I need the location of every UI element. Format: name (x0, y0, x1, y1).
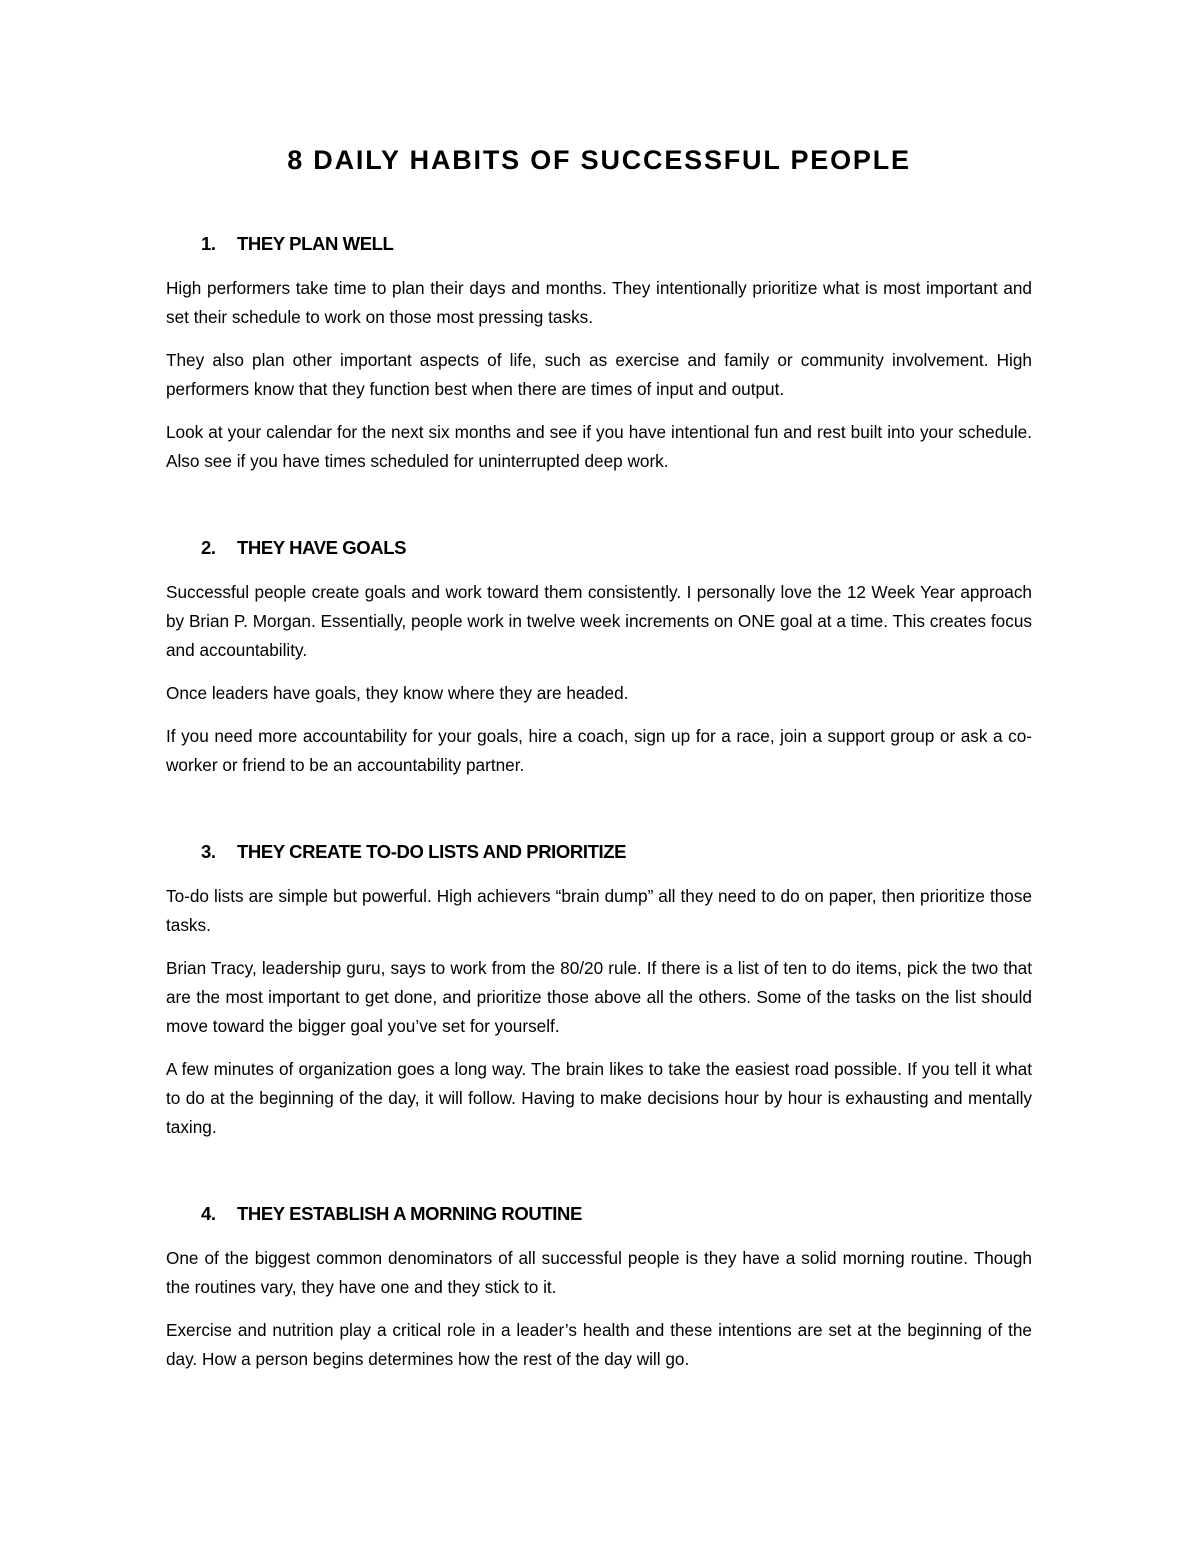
paragraph: They also plan other important aspects of life, such as exercise and family or community involvement. High performers know that they function best when there are times of input and output. (166, 350, 1032, 399)
section-heading-text: THEY ESTABLISH A MORNING ROUTINE (237, 1203, 582, 1224)
section-number: 2. (201, 537, 216, 558)
section-heading-text: THEY PLAN WELL (237, 233, 394, 254)
section-heading (166, 1200, 1032, 1228)
document-title: 8 DAILY HABITS OF SUCCESSFUL PEOPLE (287, 145, 911, 175)
section-number: 3. (201, 841, 216, 862)
paragraph: Exercise and nutrition play a critical role in a leader’s health and these intentions are set at the beginning of the day. How a person begins determines how the rest of the day will go. (166, 1320, 1032, 1369)
section-heading-text: THEY HAVE GOALS (237, 537, 407, 558)
paragraph: One of the biggest common denominators of all successful people is they have a solid morning routine. Though the routines vary, they have one and they stick to it. (166, 1248, 1032, 1297)
section-heading (166, 230, 1032, 258)
section-todo-lists (166, 838, 1032, 1142)
section-heading (166, 534, 1032, 562)
section-morning-routine (166, 1200, 1032, 1374)
section-have-goals (166, 534, 1032, 780)
paragraph: Look at your calendar for the next six months and see if you have intentional fun and rest built into your schedule. Also see if you have times scheduled for uninterrupted deep work. (166, 422, 1032, 471)
section-plan-well (166, 230, 1032, 476)
paragraph: To-do lists are simple but powerful. High achievers “brain dump” all they need to do on paper, then prioritize those tasks. (166, 886, 1032, 935)
document-body (166, 140, 1032, 1374)
paragraph: Successful people create goals and work toward them consistently. I personally love the 12 Week Year approach by Brian P. Morgan. Essentially, people work in twelve week increments on ONE goal at a time. This creates focus and accountability. (166, 582, 1032, 660)
section-number: 4. (201, 1203, 216, 1224)
paragraph: High performers take time to plan their days and months. They intentionally prioritize what is most important and set their schedule to work on those most pressing tasks. (166, 278, 1032, 327)
paragraph: Brian Tracy, leadership guru, says to work from the 80/20 rule. If there is a list of ten to do items, pick the two that are the most important to get done, and prioritize those above all the others. Some of the tasks on the list should move toward the bigger goal you’ve set for yourself. (166, 958, 1032, 1036)
section-number: 1. (201, 233, 216, 254)
section-heading (166, 838, 1032, 866)
section-heading-text: THEY CREATE TO-DO LISTS AND PRIORITIZE (237, 841, 627, 862)
paragraph: Once leaders have goals, they know where they are headed. (166, 683, 629, 703)
paragraph: A few minutes of organization goes a long way. The brain likes to take the easiest road possible. If you tell it what to do at the beginning of the day, it will follow. Having to make decisions hour by hour is exhausting and mentally taxing. (166, 1059, 1032, 1137)
paragraph: If you need more accountability for your goals, hire a coach, sign up for a race, join a support group or ask a co-worker or friend to be an accountability partner. (166, 726, 1032, 775)
